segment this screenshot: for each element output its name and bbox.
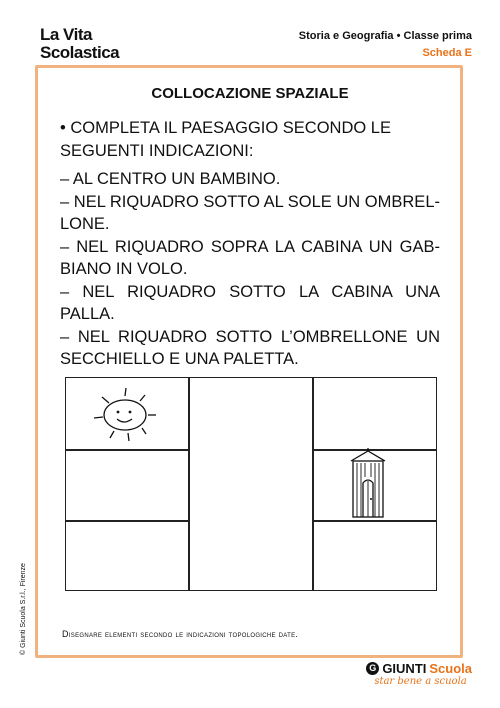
grid-divider xyxy=(312,378,314,590)
instruction-item: – NEL RIQUADRO SOTTO LA CABINA UNA PALLA. xyxy=(60,282,440,323)
subject-label: Storia e Geografia • Classe prima xyxy=(298,30,472,42)
copyright-notice: © Giunti Scuola S.r.l., Firenze xyxy=(20,563,27,655)
instructions-intro: • COMPLETA IL PAESAGGIO SECONDO LE SEGUENTI INDICAZIONI: xyxy=(60,119,391,160)
page-title: COLLOCAZIONE SPAZIALE xyxy=(151,85,349,102)
brand-tagline: star bene a scuola xyxy=(374,676,467,687)
grid-divider xyxy=(312,520,436,522)
instructions xyxy=(60,117,440,371)
instruction-item: – NEL RIQUADRO SOTTO AL SOLE UN OMBREL-LONE. xyxy=(60,192,440,233)
landscape-grid xyxy=(65,377,437,591)
grid-divider xyxy=(66,449,188,451)
giunti-logo-icon: G xyxy=(366,662,379,675)
magazine-logo xyxy=(40,26,119,62)
footnote: Disegnare elementi secondo le indicazioni topologiche date. xyxy=(62,629,299,639)
sun-icon xyxy=(90,383,160,445)
grid-divider xyxy=(188,378,190,590)
sheet-label: Scheda E xyxy=(422,47,472,59)
logo-line-2: Scolastica xyxy=(40,43,120,62)
logo-line-1: La Vita xyxy=(40,25,92,44)
instruction-item: – NEL RIQUADRO SOTTO L’OMBRELLONE UN SECCHIELLO E UNA PALETTA. xyxy=(60,327,440,368)
instruction-item: – AL CENTRO UN BAMBINO. xyxy=(60,170,281,188)
beach-cabin-icon xyxy=(348,447,388,519)
brand-name: GIUNTI xyxy=(382,661,427,676)
brand-name-accent: Scuola xyxy=(429,661,472,676)
publisher-logo xyxy=(366,661,472,687)
instruction-item: – NEL RIQUADRO SOPRA LA CABINA UN GAB-BIANO IN VOLO. xyxy=(60,237,440,278)
grid-divider xyxy=(66,520,188,522)
sheet-header xyxy=(299,28,472,62)
